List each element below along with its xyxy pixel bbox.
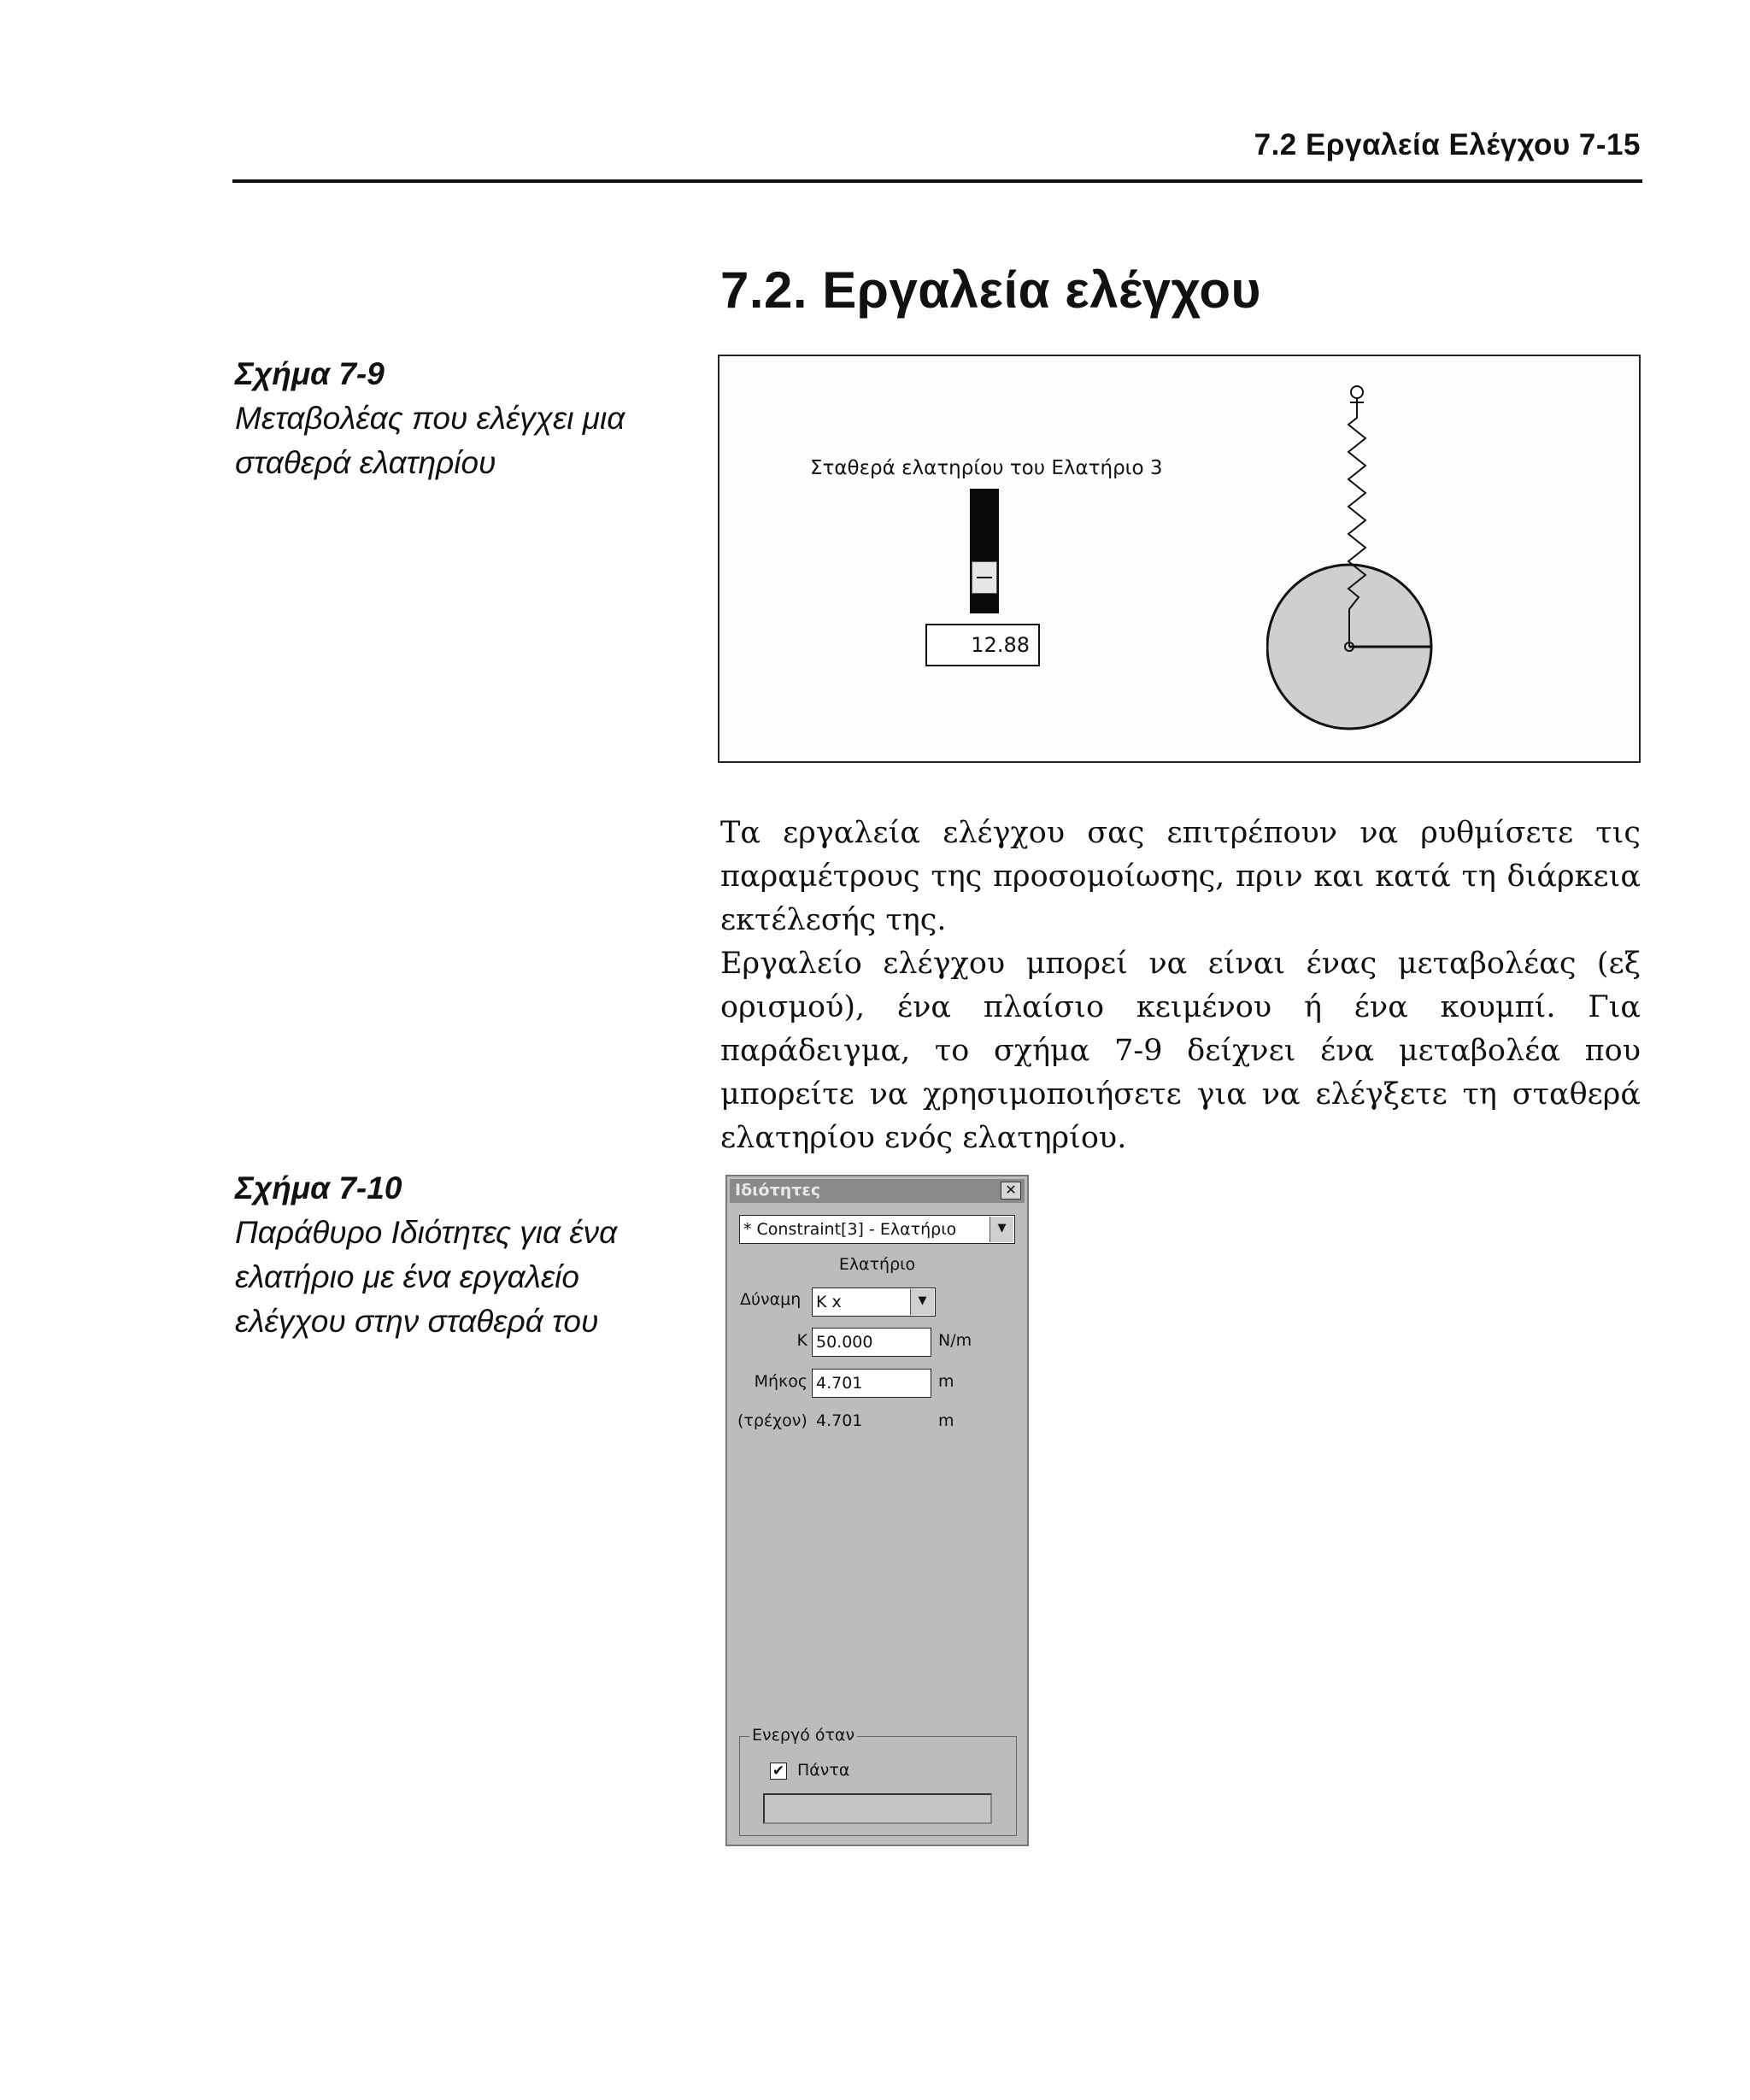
always-label: Πάντα xyxy=(797,1761,850,1780)
window-titlebar[interactable] xyxy=(730,1179,1025,1203)
length-unit: m xyxy=(938,1372,954,1391)
anchor-pin xyxy=(1351,386,1363,398)
active-when-label: Ενεργό όταν xyxy=(749,1726,857,1745)
paragraph: Τα εργαλεία ελέγχου σας επιτρέπουν να ρυθμίσετε τις παραμέτρους της προσομοίωσης, πριν και κατά τη διάρκεια εκτέλεσής της. xyxy=(720,816,1641,937)
paragraph: Εργαλείο ελέγχου μπορεί να είναι ένας μεταβολέας (εξ ορισμού), ένα πλαίσιο κειμένου ή ένα κουμπί. Για παράδειγμα, το σχήμα 7-9 δείχνει ένα μεταβολέα που μπορείτε να χρησιμοποιήσετε για να ελέγξετε τη σταθερά ελατηρίου ενός ελατηρίου. xyxy=(720,947,1641,1155)
current-unit: m xyxy=(938,1411,954,1430)
k-unit: N/m xyxy=(938,1331,972,1350)
k-label: K xyxy=(796,1331,807,1350)
force-select-value: K x xyxy=(816,1293,842,1311)
running-header: 7.2 Εργαλεία Ελέγχου 7-15 xyxy=(1254,128,1641,161)
slider-track[interactable] xyxy=(970,489,999,613)
chevron-down-icon[interactable]: ▼ xyxy=(990,1217,1013,1242)
condition-field[interactable] xyxy=(763,1793,992,1824)
caption-title: Σχήμα 7-9 xyxy=(235,356,385,391)
figure-caption-7-10 xyxy=(235,1166,679,1344)
caption-title: Σχήμα 7-10 xyxy=(235,1170,402,1205)
header-rule xyxy=(232,179,1642,183)
close-icon: ✕ xyxy=(1005,1182,1017,1198)
length-input[interactable]: 4.701 xyxy=(812,1369,931,1398)
chevron-down-icon[interactable]: ▼ xyxy=(910,1289,934,1315)
object-select[interactable] xyxy=(739,1215,1015,1244)
k-input[interactable]: 50.000 xyxy=(812,1328,931,1357)
length-label: Μήκος xyxy=(754,1372,807,1391)
always-checkbox[interactable]: ✔ xyxy=(770,1763,787,1780)
caption-text: Μεταβολέας που ελέγχει μια σταθερά ελατηρίου xyxy=(235,401,625,480)
current-value: 4.701 xyxy=(816,1411,863,1430)
section-title: 7.2. Εργαλεία ελέγχου xyxy=(720,261,1261,319)
slider-thumb[interactable] xyxy=(972,561,997,594)
close-button[interactable] xyxy=(1001,1182,1021,1200)
slider-label: Σταθερά ελατηρίου του Ελατήριο 3 xyxy=(810,457,1163,479)
force-label: Δύναμη xyxy=(740,1290,802,1309)
spring-pendulum-illustration xyxy=(1266,373,1471,749)
window-title: Ιδιότητες xyxy=(735,1181,821,1200)
body-text xyxy=(720,812,1641,1160)
figure-caption-7-9 xyxy=(235,352,679,485)
slider-value-field[interactable]: 12.88 xyxy=(925,624,1040,666)
properties-window xyxy=(725,1175,1029,1846)
object-type-label: Ελατήριο xyxy=(838,1255,916,1274)
figure-slider-spring xyxy=(718,355,1641,763)
object-select-value: * Constraint[3] - Ελατήριο xyxy=(743,1220,957,1239)
force-select[interactable] xyxy=(812,1288,936,1317)
current-label: (τρέχον) xyxy=(737,1411,807,1430)
caption-text: Παράθυρο Ιδιότητες για ένα ελατήριο με ένα εργαλείο ελέγχου στην σταθερά του xyxy=(235,1215,618,1339)
